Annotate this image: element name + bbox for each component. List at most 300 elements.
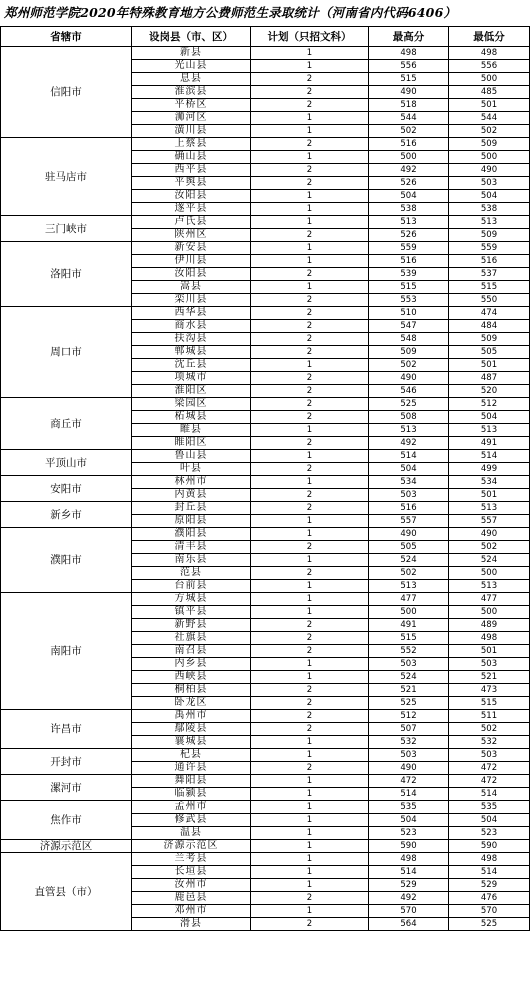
min-score-cell: 513 [449,580,530,593]
county-cell: 卧龙区 [132,697,251,710]
min-score-cell: 476 [449,892,530,905]
max-score-cell: 504 [369,190,449,203]
table-row [1,710,530,723]
county-cell: 范县 [132,567,251,580]
plan-cell: 1 [251,580,369,593]
plan-cell: 1 [251,840,369,853]
county-cell: 淮滨县 [132,86,251,99]
plan-cell: 1 [251,905,369,918]
city-cell: 南阳市 [1,593,132,710]
county-cell: 沈丘县 [132,359,251,372]
plan-cell: 2 [251,632,369,645]
min-score-cell: 504 [449,190,530,203]
plan-cell: 2 [251,567,369,580]
city-cell: 安阳市 [1,476,132,502]
county-cell: 息县 [132,73,251,86]
max-score-cell: 504 [369,814,449,827]
city-cell: 三门峡市 [1,216,132,242]
min-score-cell: 511 [449,710,530,723]
max-score-cell: 510 [369,307,449,320]
plan-cell: 1 [251,125,369,138]
min-score-cell: 484 [449,320,530,333]
plan-cell: 1 [251,866,369,879]
county-cell: 浉河区 [132,112,251,125]
plan-cell: 1 [251,593,369,606]
plan-cell: 2 [251,372,369,385]
county-cell: 陕州区 [132,229,251,242]
min-score-cell: 504 [449,814,530,827]
plan-cell: 2 [251,346,369,359]
max-score-cell: 524 [369,671,449,684]
max-score-cell: 515 [369,632,449,645]
table-row [1,528,530,541]
county-cell: 南召县 [132,645,251,658]
county-cell: 桐柏县 [132,684,251,697]
plan-cell: 2 [251,437,369,450]
max-score-cell: 525 [369,398,449,411]
min-score-cell: 503 [449,177,530,190]
city-cell: 焦作市 [1,801,132,840]
min-score-cell: 521 [449,671,530,684]
min-score-cell: 509 [449,229,530,242]
max-score-cell: 548 [369,333,449,346]
min-score-cell: 515 [449,281,530,294]
plan-cell: 1 [251,775,369,788]
max-score-cell: 514 [369,450,449,463]
min-score-cell: 509 [449,333,530,346]
plan-cell: 1 [251,151,369,164]
plan-cell: 1 [251,827,369,840]
min-score-cell: 491 [449,437,530,450]
county-cell: 杞县 [132,749,251,762]
min-score-cell: 501 [449,359,530,372]
table-row [1,307,530,320]
min-score-cell: 559 [449,242,530,255]
county-cell: 温县 [132,827,251,840]
min-score-cell: 473 [449,684,530,697]
max-score-cell: 544 [369,112,449,125]
max-score-cell: 516 [369,255,449,268]
plan-cell: 2 [251,177,369,190]
max-score-cell: 526 [369,177,449,190]
county-cell: 舞阳县 [132,775,251,788]
plan-cell: 2 [251,229,369,242]
min-score-cell: 499 [449,463,530,476]
county-cell: 林州市 [132,476,251,489]
max-score-cell: 534 [369,476,449,489]
max-score-cell: 492 [369,437,449,450]
min-score-cell: 570 [449,905,530,918]
max-score-cell: 507 [369,723,449,736]
min-score-cell: 500 [449,606,530,619]
max-score-cell: 518 [369,99,449,112]
max-score-cell: 508 [369,411,449,424]
plan-cell: 2 [251,294,369,307]
min-score-cell: 485 [449,86,530,99]
city-cell: 平顶山市 [1,450,132,476]
plan-cell: 1 [251,788,369,801]
plan-cell: 2 [251,320,369,333]
max-score-cell: 490 [369,762,449,775]
table-row [1,242,530,255]
county-cell: 内乡县 [132,658,251,671]
county-cell: 潢川县 [132,125,251,138]
plan-cell: 1 [251,60,369,73]
min-score-cell: 525 [449,918,530,931]
city-cell: 开封市 [1,749,132,775]
max-score-cell: 529 [369,879,449,892]
min-score-cell: 557 [449,515,530,528]
max-score-cell: 516 [369,138,449,151]
admission-table [0,26,530,931]
min-score-cell: 498 [449,47,530,60]
max-score-cell: 504 [369,463,449,476]
min-score-cell: 509 [449,138,530,151]
county-cell: 西峡县 [132,671,251,684]
max-score-cell: 526 [369,229,449,242]
min-score-cell: 520 [449,385,530,398]
col-header-city: 省辖市 [1,27,132,47]
min-score-cell: 489 [449,619,530,632]
max-score-cell: 492 [369,164,449,177]
plan-cell: 2 [251,333,369,346]
city-cell: 濮阳市 [1,528,132,593]
table-row [1,593,530,606]
plan-cell: 2 [251,86,369,99]
county-cell: 遂平县 [132,203,251,216]
min-score-cell: 477 [449,593,530,606]
county-cell: 封丘县 [132,502,251,515]
max-score-cell: 514 [369,866,449,879]
min-score-cell: 535 [449,801,530,814]
max-score-cell: 523 [369,827,449,840]
county-cell: 邓州市 [132,905,251,918]
county-cell: 西平县 [132,164,251,177]
plan-cell: 1 [251,528,369,541]
plan-cell: 1 [251,853,369,866]
max-score-cell: 552 [369,645,449,658]
city-cell: 商丘市 [1,398,132,450]
county-cell: 镇平县 [132,606,251,619]
min-score-cell: 529 [449,879,530,892]
plan-cell: 2 [251,541,369,554]
col-header-min-score: 最低分 [449,27,530,47]
county-cell: 淮阳区 [132,385,251,398]
county-cell: 新县 [132,47,251,60]
county-cell: 伊川县 [132,255,251,268]
county-cell: 睢县 [132,424,251,437]
min-score-cell: 474 [449,307,530,320]
col-header-county: 设岗县（市、区） [132,27,251,47]
min-score-cell: 501 [449,99,530,112]
min-score-cell: 503 [449,658,530,671]
plan-cell: 2 [251,619,369,632]
min-score-cell: 501 [449,489,530,502]
max-score-cell: 546 [369,385,449,398]
max-score-cell: 590 [369,840,449,853]
county-cell: 濮阳县 [132,528,251,541]
plan-cell: 2 [251,645,369,658]
max-score-cell: 505 [369,541,449,554]
max-score-cell: 514 [369,788,449,801]
city-cell: 许昌市 [1,710,132,749]
plan-cell: 2 [251,463,369,476]
max-score-cell: 472 [369,775,449,788]
max-score-cell: 564 [369,918,449,931]
min-score-cell: 513 [449,216,530,229]
max-score-cell: 513 [369,216,449,229]
plan-cell: 1 [251,242,369,255]
plan-cell: 1 [251,879,369,892]
plan-cell: 2 [251,697,369,710]
plan-cell: 1 [251,47,369,60]
max-score-cell: 500 [369,151,449,164]
min-score-cell: 472 [449,762,530,775]
col-header-plan: 计划（只招文科） [251,27,369,47]
min-score-cell: 550 [449,294,530,307]
city-cell: 济源示范区 [1,840,132,853]
min-score-cell: 524 [449,554,530,567]
county-cell: 修武县 [132,814,251,827]
min-score-cell: 500 [449,567,530,580]
plan-cell: 1 [251,658,369,671]
max-score-cell: 559 [369,242,449,255]
plan-cell: 1 [251,736,369,749]
county-cell: 长垣县 [132,866,251,879]
plan-cell: 2 [251,138,369,151]
max-score-cell: 491 [369,619,449,632]
min-score-cell: 487 [449,372,530,385]
max-score-cell: 532 [369,736,449,749]
min-score-cell: 514 [449,788,530,801]
min-score-cell: 502 [449,125,530,138]
min-score-cell: 472 [449,775,530,788]
min-score-cell: 502 [449,723,530,736]
max-score-cell: 502 [369,359,449,372]
plan-cell: 2 [251,385,369,398]
plan-cell: 2 [251,268,369,281]
max-score-cell: 553 [369,294,449,307]
min-score-cell: 514 [449,450,530,463]
county-cell: 济源示范区 [132,840,251,853]
table-row [1,450,530,463]
plan-cell: 1 [251,814,369,827]
min-score-cell: 498 [449,632,530,645]
table-row [1,840,530,853]
max-score-cell: 498 [369,47,449,60]
plan-cell: 1 [251,450,369,463]
max-score-cell: 524 [369,554,449,567]
county-cell: 鄢陵县 [132,723,251,736]
plan-cell: 1 [251,281,369,294]
plan-cell: 1 [251,216,369,229]
max-score-cell: 509 [369,346,449,359]
min-score-cell: 502 [449,541,530,554]
county-cell: 台前县 [132,580,251,593]
min-score-cell: 500 [449,73,530,86]
county-cell: 平桥区 [132,99,251,112]
max-score-cell: 521 [369,684,449,697]
city-cell: 漯河市 [1,775,132,801]
max-score-cell: 556 [369,60,449,73]
min-score-cell: 556 [449,60,530,73]
min-score-cell: 514 [449,866,530,879]
max-score-cell: 557 [369,515,449,528]
county-cell: 平舆县 [132,177,251,190]
plan-cell: 1 [251,801,369,814]
plan-cell: 2 [251,918,369,931]
county-cell: 上蔡县 [132,138,251,151]
table-row [1,138,530,151]
min-score-cell: 498 [449,853,530,866]
plan-cell: 1 [251,554,369,567]
plan-cell: 1 [251,476,369,489]
county-cell: 西华县 [132,307,251,320]
plan-cell: 2 [251,684,369,697]
county-cell: 郸城县 [132,346,251,359]
plan-cell: 2 [251,398,369,411]
county-cell: 汝阳县 [132,190,251,203]
county-cell: 确山县 [132,151,251,164]
min-score-cell: 544 [449,112,530,125]
county-cell: 嵩县 [132,281,251,294]
max-score-cell: 490 [369,372,449,385]
county-cell: 兰考县 [132,853,251,866]
min-score-cell: 501 [449,645,530,658]
min-score-cell: 537 [449,268,530,281]
min-score-cell: 515 [449,697,530,710]
county-cell: 内黄县 [132,489,251,502]
min-score-cell: 534 [449,476,530,489]
table-row [1,476,530,489]
county-cell: 商水县 [132,320,251,333]
county-cell: 栾川县 [132,294,251,307]
max-score-cell: 525 [369,697,449,710]
min-score-cell: 505 [449,346,530,359]
city-cell: 周口市 [1,307,132,398]
table-row [1,749,530,762]
city-cell: 信阳市 [1,47,132,138]
min-score-cell: 538 [449,203,530,216]
col-header-max-score: 最高分 [369,27,449,47]
max-score-cell: 515 [369,73,449,86]
min-score-cell: 590 [449,840,530,853]
min-score-cell: 504 [449,411,530,424]
max-score-cell: 538 [369,203,449,216]
plan-cell: 1 [251,203,369,216]
max-score-cell: 515 [369,281,449,294]
city-cell: 新乡市 [1,502,132,528]
table-row [1,47,530,60]
plan-cell: 2 [251,164,369,177]
min-score-cell: 490 [449,164,530,177]
min-score-cell: 512 [449,398,530,411]
city-cell: 直管县（市） [1,853,132,931]
page-title: 郑州师范学院2020年特殊教育地方公费师范生录取统计（河南省内代码6406） [4,5,457,20]
city-cell: 洛阳市 [1,242,132,307]
county-cell: 清丰县 [132,541,251,554]
county-cell: 项城市 [132,372,251,385]
min-score-cell: 532 [449,736,530,749]
plan-cell: 1 [251,359,369,372]
plan-cell: 2 [251,411,369,424]
county-cell: 襄城县 [132,736,251,749]
plan-cell: 1 [251,671,369,684]
max-score-cell: 513 [369,580,449,593]
plan-cell: 1 [251,255,369,268]
plan-cell: 1 [251,515,369,528]
county-cell: 汝州市 [132,879,251,892]
plan-cell: 2 [251,307,369,320]
max-score-cell: 503 [369,749,449,762]
table-row [1,853,530,866]
plan-cell: 2 [251,489,369,502]
header-row [1,27,530,47]
min-score-cell: 513 [449,502,530,515]
county-cell: 社旗县 [132,632,251,645]
city-cell: 驻马店市 [1,138,132,216]
plan-cell: 2 [251,73,369,86]
max-score-cell: 535 [369,801,449,814]
plan-cell: 1 [251,190,369,203]
min-score-cell: 500 [449,151,530,164]
min-score-cell: 523 [449,827,530,840]
min-score-cell: 490 [449,528,530,541]
table-row [1,502,530,515]
county-cell: 叶县 [132,463,251,476]
max-score-cell: 500 [369,606,449,619]
plan-cell: 2 [251,762,369,775]
max-score-cell: 502 [369,567,449,580]
plan-cell: 1 [251,606,369,619]
table-row [1,775,530,788]
county-cell: 睢阳区 [132,437,251,450]
plan-cell: 2 [251,723,369,736]
min-score-cell: 503 [449,749,530,762]
plan-cell: 1 [251,112,369,125]
max-score-cell: 513 [369,424,449,437]
county-cell: 方城县 [132,593,251,606]
max-score-cell: 539 [369,268,449,281]
county-cell: 新安县 [132,242,251,255]
county-cell: 通许县 [132,762,251,775]
county-cell: 原阳县 [132,515,251,528]
plan-cell: 2 [251,502,369,515]
county-cell: 鲁山县 [132,450,251,463]
county-cell: 鹿邑县 [132,892,251,905]
max-score-cell: 490 [369,86,449,99]
county-cell: 扶沟县 [132,333,251,346]
county-cell: 汝阳县 [132,268,251,281]
county-cell: 卢氏县 [132,216,251,229]
plan-cell: 2 [251,892,369,905]
county-cell: 临颍县 [132,788,251,801]
max-score-cell: 503 [369,489,449,502]
county-cell: 禹州市 [132,710,251,723]
plan-cell: 1 [251,424,369,437]
max-score-cell: 490 [369,528,449,541]
county-cell: 孟州市 [132,801,251,814]
plan-cell: 1 [251,749,369,762]
table-row [1,216,530,229]
table-body [1,47,530,931]
max-score-cell: 502 [369,125,449,138]
max-score-cell: 512 [369,710,449,723]
county-cell: 柘城县 [132,411,251,424]
table-row [1,398,530,411]
plan-cell: 2 [251,710,369,723]
max-score-cell: 516 [369,502,449,515]
